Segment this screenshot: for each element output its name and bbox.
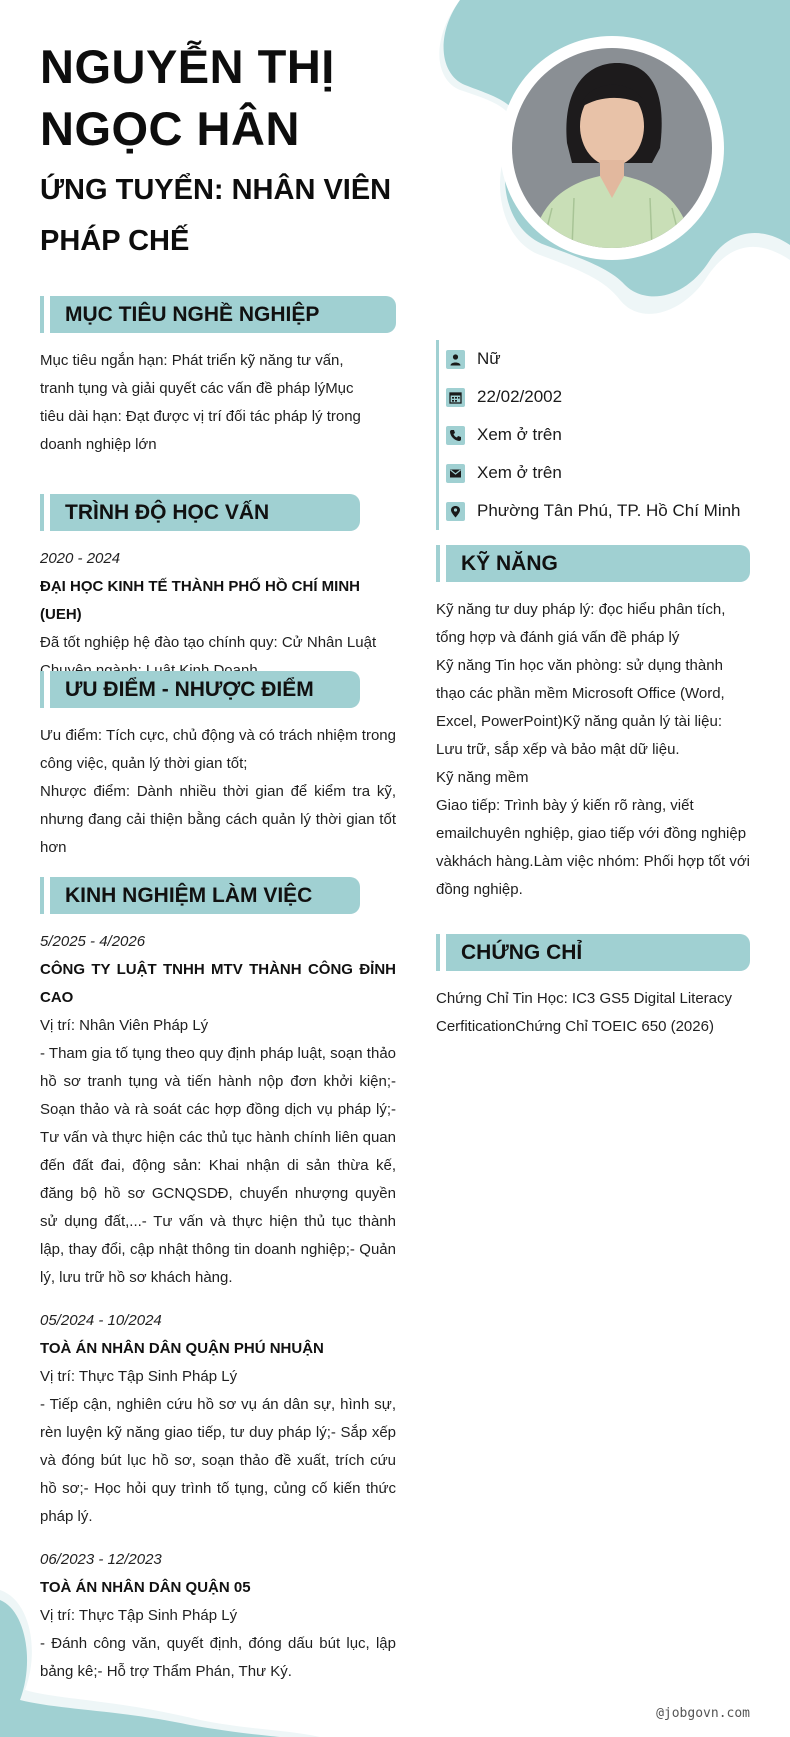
certificates-text: Chứng Chỉ Tin Học: IC3 GS5 Digital Literacy CerfiticationChứng Chỉ TOEIC 650 (2026): [436, 990, 732, 1035]
name-line-2: NGỌC HÂN: [40, 102, 300, 155]
strengths-text: [40, 722, 396, 862]
experience-position: Vị trí: Thực Tập Sinh Pháp Lý: [40, 1368, 238, 1385]
skills-line: Kỹ năng mềm: [436, 769, 529, 786]
email-value: Xem ở trên: [477, 463, 562, 482]
experience-position: Vị trí: Thực Tập Sinh Pháp Lý: [40, 1607, 238, 1624]
strengths-pros: Ưu điểm: Tích cực, chủ động và có trách nhiệm trong công việc, quản lý thời gian tốt;: [40, 727, 396, 772]
experience-company: TOÀ ÁN NHÂN DÂN QUẬN 05: [40, 1579, 251, 1596]
section-objective-header: [40, 296, 396, 333]
contact-phone: [446, 416, 756, 454]
phone-icon: [446, 426, 465, 445]
education-entry: [40, 545, 400, 685]
experience-period: 5/2025 - 4/2026: [40, 933, 146, 950]
applied-position: [40, 165, 460, 267]
experience-position: Vị trí: Nhân Viên Pháp Lý: [40, 1017, 209, 1034]
section-certificates-header: [436, 934, 750, 971]
apply-line-2: PHÁP CHẾ: [40, 225, 190, 257]
profile-photo: [512, 48, 712, 248]
skills-line: Kỹ năng Tin học văn phòng: sử dụng thành thạo các phần mềm Microsoft Office (Word, Excel, PowerPoint)Kỹ năng quản lý tài liệu: Lưu trữ, sắp xếp và bảo mật dữ liệu.: [436, 657, 725, 758]
experience-item: [40, 928, 396, 1292]
calendar-icon: [446, 388, 465, 407]
strengths-cons: Nhược điểm: Dành nhiều thời gian để kiểm tra kỹ, nhưng đang cải thiện bằng cách quản lý thời gian tốt hơn: [40, 783, 396, 856]
section-experience-header: [40, 877, 360, 914]
experience-company: CÔNG TY LUẬT TNHH MTV THÀNH CÔNG ĐỈNH CAO: [40, 961, 396, 1006]
experience-period: 05/2024 - 10/2024: [40, 1312, 162, 1329]
experience-company: TOÀ ÁN NHÂN DÂN QUẬN PHÚ NHUẬN: [40, 1340, 324, 1357]
mail-icon: [446, 464, 465, 483]
experience-description: - Đánh công văn, quyết định, đóng dấu bút lục, lập bảng kê;- Hỗ trợ Thẩm Phán, Thư Ký.: [40, 1635, 396, 1680]
skills-line: Kỹ năng tư duy pháp lý: đọc hiểu phân tích, tổng hợp và đánh giá vấn đề pháp lý: [436, 601, 726, 646]
contact-list: [436, 340, 756, 530]
watermark: @jobgovn.com: [656, 1706, 750, 1721]
user-icon: [446, 350, 465, 369]
birthday-value: 22/02/2002: [477, 387, 563, 406]
section-certificates-title: CHỨNG CHỈ: [461, 941, 583, 964]
section-education-header: [40, 494, 360, 531]
phone-value: Xem ở trên: [477, 425, 562, 444]
experience-item: [40, 1307, 396, 1531]
section-strengths-title: ƯU ĐIỂM - NHƯỢC ĐIỂM: [65, 678, 314, 701]
address-value: Phường Tân Phú, TP. Hồ Chí Minh: [477, 501, 741, 520]
section-experience-title: KINH NGHIỆM LÀM VIỆC: [65, 884, 313, 907]
education-degree: Đã tốt nghiệp hệ đào tạo chính quy: Cử Nhân Luật: [40, 634, 377, 651]
name-line-1: NGUYỄN THỊ: [40, 40, 335, 93]
experience-description: - Tham gia tố tụng theo quy định pháp luật, soạn thảo hồ sơ tranh tụng và tiến hành nộp đơn khởi kiện;- Soạn thảo và rà soát các hợp đồng dịch vụ pháp lý;- Tư vấn và thực hiện các thủ tục hành chính liên quan đến đất đai, động sản: Khai nhận di sản thừa kế, đăng bộ hồ sơ GCNQSDĐ, chuyển nhượng quyền sử dụng đất,...- Tư vấn và thực hiện thủ tục thành lập, thay đổi, cập nhật thông tin doanh nghiệp;- Quản lý, lưu trữ hồ sơ khách hàng.: [40, 1045, 396, 1286]
gender-value: Nữ: [477, 349, 501, 368]
section-education-title: TRÌNH ĐỘ HỌC VẤN: [65, 501, 270, 524]
skills-line: Giao tiếp: Trình bày ý kiến rõ ràng, viết emailchuyên nghiệp, giao tiếp với đồng nghiệp vàkhách hàng.Làm việc nhóm: Phối hợp tốt với đồng nghiệp.: [436, 797, 751, 898]
education-period: 2020 - 2024: [40, 550, 121, 567]
contact-email: [446, 454, 756, 492]
contact-birthday: [446, 378, 756, 416]
section-skills-header: [436, 545, 750, 582]
education-school: ĐẠI HỌC KINH TẾ THÀNH PHỐ HỒ CHÍ MINH (UEH): [40, 578, 360, 623]
skills-text: [436, 596, 752, 904]
section-strengths-header: [40, 671, 360, 708]
section-skills-title: KỸ NĂNG: [461, 552, 558, 575]
contact-gender: [446, 340, 756, 378]
experience-description: - Tiếp cận, nghiên cứu hồ sơ vụ án dân sự, hình sự, rèn luyện kỹ năng giao tiếp, tư duy pháp lý;- Sắp xếp và đóng bút lục hồ sơ, soạn thảo đề xuất, trích cứu hồ sơ;- Học hỏi quy trình tố tụng, củng cố kiến thức pháp lý.: [40, 1396, 396, 1525]
experience-period: 06/2023 - 12/2023: [40, 1551, 162, 1568]
location-icon: [446, 502, 465, 521]
candidate-name: [40, 36, 480, 160]
apply-line-1: ỨNG TUYỂN: NHÂN VIÊN: [40, 174, 392, 206]
objective-text: Mục tiêu ngắn hạn: Phát triển kỹ năng tư vấn, tranh tụng và giải quyết các vấn đề pháp lýMục tiêu dài hạn: Đạt được vị trí đối tác pháp lý trong doanh nghiệp lớn: [40, 352, 361, 453]
contact-address: [446, 492, 756, 530]
section-objective-title: MỤC TIÊU NGHỀ NGHIỆP: [65, 303, 320, 326]
avatar: [500, 36, 724, 260]
experience-item: [40, 1546, 396, 1686]
